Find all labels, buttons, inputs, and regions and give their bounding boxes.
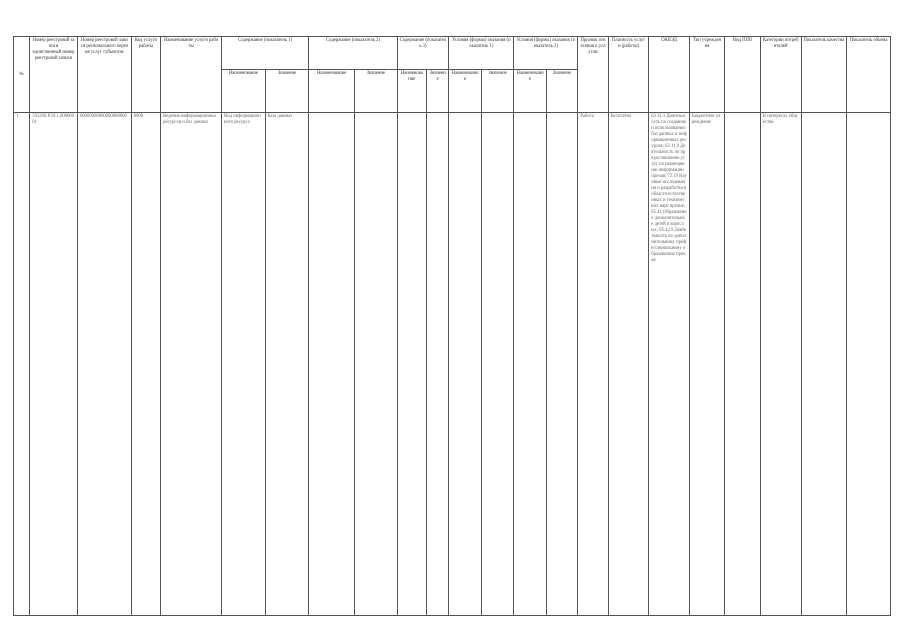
- cell-okved: 63.11.1 Деятельность по созданию и использованию баз данных и информационных ресурсов; 63.11.9 Деятельность по предоставлению услуг по размещению информации прочая; 72.19 Научные исследования и разработки в области естественных и технических наук прочие; 85.41 Образование дополнительное детей и взрослых; 85.42.9 Деятельность по дополнительному профессиональному образованию прочая: [649, 113, 690, 616]
- header-content1-value: Значение: [265, 70, 309, 113]
- cell-cond2-value: [546, 113, 577, 616]
- cell-ppo: [725, 113, 761, 616]
- header-quality: Показатель качества: [801, 37, 847, 113]
- header-cond1-value: Значение: [481, 70, 513, 113]
- cell-kind: Бюджетное учреждение: [689, 113, 725, 616]
- header-content3-value: Значение: [427, 70, 449, 113]
- header-cond2-value: Значение: [546, 70, 577, 113]
- header-cond1: Условия (формы) оказания (показатель 1): [449, 37, 514, 70]
- cell-code: 0000: [131, 113, 160, 616]
- registry-table-sheet: [13, 36, 891, 616]
- cell-reg-number-regional: 00000000000000000000: [77, 113, 131, 616]
- cell-type: Работа: [578, 113, 608, 616]
- registry-table: [13, 36, 891, 616]
- header-cond2-name: Наименование: [514, 70, 546, 113]
- cell-quality: [801, 113, 847, 616]
- header-reg-number-regional: Номер реестровой записи регионального перечня услуг субъектом: [77, 37, 131, 113]
- header-kind: Тип учреждения: [689, 37, 725, 113]
- table-row: [14, 113, 891, 616]
- header-name: Наименование услуги работы: [161, 37, 222, 113]
- cell-content3-value: [427, 113, 449, 616]
- cell-content1-name: Вид информационного ресурса: [222, 113, 266, 616]
- header-volume: Показатель объема: [847, 37, 891, 113]
- cell-cond1-name: [449, 113, 481, 616]
- cell-category: В интересах общества: [760, 113, 801, 616]
- header-paid: Платность услуги (работы): [608, 37, 649, 113]
- header-okved: ОКВЭД: [649, 37, 690, 113]
- cell-cond1-value: [481, 113, 513, 616]
- cell-paid: Бесплатно: [608, 113, 649, 616]
- cell-content3-name: [397, 113, 426, 616]
- header-reg-number-sub: единственный номер реестровой записи: [32, 50, 75, 61]
- header-cond1-name: Наименование: [449, 70, 481, 113]
- header-reg-number: [30, 37, 78, 113]
- header-ppo: Вид ППО: [725, 37, 761, 113]
- header-type: Признак отнесения к услугам: [578, 37, 608, 113]
- header-content2-value: Значение: [354, 70, 397, 113]
- cell-content1-value: База данных: [265, 113, 309, 616]
- header-content1: Содержание (показатель 1): [222, 37, 309, 70]
- cell-cond2-name: [514, 113, 546, 616]
- header-content1-name: Наименование: [222, 70, 266, 113]
- header-reg-number-label: Номер реестровой записи: [32, 38, 75, 49]
- cell-reg-number: 591200.Р.59.1.00000001: [30, 113, 78, 616]
- header-cond2: Условия (формы) оказания (показатель 2): [514, 37, 578, 70]
- header-content3-name: Наименование: [397, 70, 426, 113]
- cell-content2-value: [354, 113, 397, 616]
- cell-content2-name: [309, 113, 355, 616]
- header-num: №: [14, 37, 30, 113]
- header-code: Код услуги работы: [131, 37, 160, 113]
- header-content2-name: Наименование: [309, 70, 355, 113]
- cell-name: Ведение информационных ресурсов и баз данных: [161, 113, 222, 616]
- cell-volume: [847, 113, 891, 616]
- cell-num: 1: [14, 113, 30, 616]
- header-content2: Содержание (показатель 2): [309, 37, 397, 70]
- header-category: Категории потребителей: [760, 37, 801, 113]
- header-content3: Содержание (показатель 3): [397, 37, 449, 70]
